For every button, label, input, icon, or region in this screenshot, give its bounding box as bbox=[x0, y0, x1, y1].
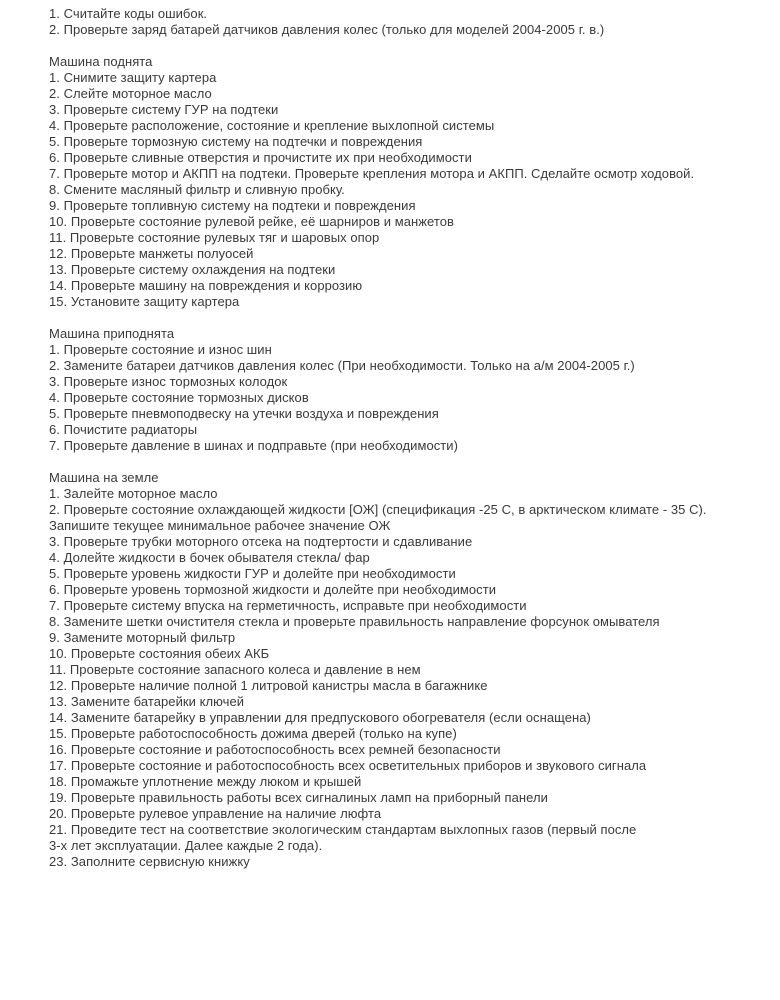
list-item: 4. Проверьте состояние тормозных дисков bbox=[49, 390, 309, 405]
list-item: 7. Проверьте систему впуска на герметичность, исправьте при необходимости bbox=[49, 598, 527, 613]
list-item: 21. Проведите тест на соответствие экологическим стандартам выхлопных газов (первый после bbox=[49, 822, 637, 837]
list-item: 13. Замените батарейки ключей bbox=[49, 694, 245, 709]
section-car-on-ground bbox=[49, 470, 774, 870]
list-item: 2. Замените батареи датчиков давления колес (При необходимости. Только на а/м 2004-2005 г.) bbox=[49, 358, 635, 373]
list-item: 13. Проверьте систему охлаждения на подтеки bbox=[49, 262, 336, 277]
list-item: 19. Проверьте правильность работы всех сигналиных ламп на приборный панели bbox=[49, 790, 548, 805]
list-item: 11. Проверьте состояние рулевых тяг и шаровых опор bbox=[49, 230, 380, 245]
list-item: 5. Проверьте уровень жидкости ГУР и долейте при необходимости bbox=[49, 566, 456, 581]
list-item: 6. Проверьте уровень тормозной жидкости и долейте при необходимости bbox=[49, 582, 497, 597]
list-item: 3-х лет эксплуатации. Далее каждые 2 года). bbox=[49, 838, 323, 853]
section-heading: Машина приподнята bbox=[49, 326, 175, 341]
list-item: 18. Промажьте уплотнение между люком и крышей bbox=[49, 774, 362, 789]
list-item: 9. Замените моторный фильтр bbox=[49, 630, 236, 645]
list-item: 8. Смените масляный фильтр и сливную пробку. bbox=[49, 182, 345, 197]
section-heading: Машина на земле bbox=[49, 470, 159, 485]
list-item: 15. Установите защиту картера bbox=[49, 294, 240, 309]
list-item: 1. Залейте моторное масло bbox=[49, 486, 218, 501]
list-item: 1. Проверьте состояние и износ шин bbox=[49, 342, 272, 357]
list-item: 15. Проверьте работоспособность дожима дверей (только на купе) bbox=[49, 726, 457, 741]
list-item: 7. Проверьте мотор и АКПП на подтеки. Проверьте крепления мотора и АКПП. Сделайте осмотр ходовой. bbox=[49, 166, 695, 181]
list-item: Запишите текущее минимальное рабочее значение ОЖ bbox=[49, 518, 391, 533]
section-heading: Машина поднята bbox=[49, 54, 153, 69]
list-item: 2. Слейте моторное масло bbox=[49, 86, 212, 101]
list-item: 2. Проверьте заряд батарей датчиков давления колес (только для моделей 2004-2005 г. в.) bbox=[49, 22, 605, 37]
list-item: 14. Замените батарейку в управлении для предпускового обогревателя (если оснащена) bbox=[49, 710, 591, 725]
list-item: 3. Проверьте трубки моторного отсека на подтертости и сдавливание bbox=[49, 534, 473, 549]
list-item: 20. Проверьте рулевое управление на наличие люфта bbox=[49, 806, 382, 821]
section-car-lifted bbox=[49, 54, 774, 310]
list-item: 23. Заполните сервисную книжку bbox=[49, 854, 250, 869]
list-item: 4. Проверьте расположение, состояние и крепление выхлопной системы bbox=[49, 118, 495, 133]
list-item: 4. Долейте жидкости в бочек обывателя стекла/ фар bbox=[49, 550, 370, 565]
list-item: 10. Проверьте состояния обеих АКБ bbox=[49, 646, 270, 661]
list-item: 2. Проверьте состояние охлаждающей жидкости [ОЖ] (спецификация -25 С, в арктическом климате - 35 С). bbox=[49, 502, 707, 517]
list-item: 5. Проверьте тормозную систему на подтечки и повреждения bbox=[49, 134, 423, 149]
list-item: 3. Проверьте износ тормозных колодок bbox=[49, 374, 288, 389]
list-item: 6. Почистите радиаторы bbox=[49, 422, 198, 437]
list-item: 8. Замените шетки очистителя стекла и проверьте правильность направление форсунок омывателя bbox=[49, 614, 660, 629]
section-car-raised bbox=[49, 326, 774, 454]
list-item: 3. Проверьте систему ГУР на подтеки bbox=[49, 102, 279, 117]
list-item: 7. Проверьте давление в шинах и подправьте (при необходимости) bbox=[49, 438, 458, 453]
list-item: 17. Проверьте состояние и работоспособность всех осветительных приборов и звукового сигнала bbox=[49, 758, 647, 773]
list-item: 10. Проверьте состояние рулевой рейке, её шарниров и манжетов bbox=[49, 214, 454, 229]
list-item: 14. Проверьте машину на повреждения и коррозию bbox=[49, 278, 363, 293]
list-item: 16. Проверьте состояние и работоспособность всех ремней безопасности bbox=[49, 742, 501, 757]
list-item: 1. Снимите защиту картера bbox=[49, 70, 217, 85]
list-item: 12. Проверьте наличие полной 1 литровой канистры масла в багажнике bbox=[49, 678, 488, 693]
list-item: 6. Проверьте сливные отверстия и прочистите их при необходимости bbox=[49, 150, 472, 165]
section-intro bbox=[49, 6, 774, 38]
list-item: 1. Считайте коды ошибок. bbox=[49, 6, 208, 21]
list-item: 9. Проверьте топливную систему на подтеки и повреждения bbox=[49, 198, 416, 213]
list-item: 11. Проверьте состояние запасного колеса и давление в нем bbox=[49, 662, 421, 677]
checklist-document bbox=[49, 6, 774, 870]
list-item: 12. Проверьте манжеты полуосей bbox=[49, 246, 254, 261]
list-item: 5. Проверьте пневмоподвеску на утечки воздуха и повреждения bbox=[49, 406, 439, 421]
